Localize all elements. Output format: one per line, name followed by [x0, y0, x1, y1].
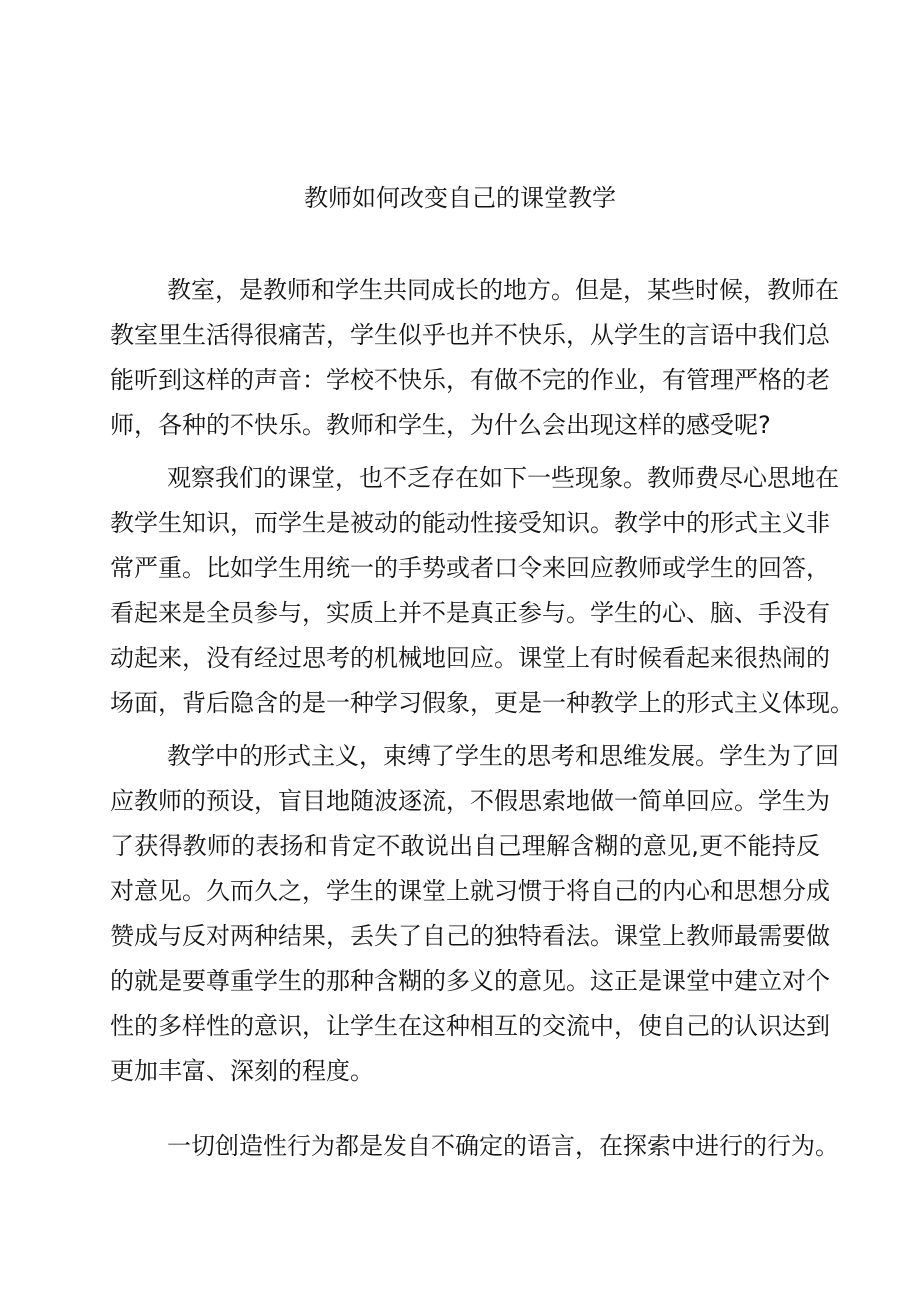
paragraph-line: 性的多样性的意识，让学生在这种相互的交流中，使自己的认识达到 [110, 1012, 830, 1040]
paragraph-line: 常严重。比如学生用统一的手势或者口令来回应教师或学生的回答， [110, 554, 830, 582]
document-body [110, 268, 854, 1169]
paragraph-line: 观察我们的课堂，也不乏存在如下一些现象。教师费尽心思地在 [167, 464, 839, 492]
paragraph-1 [110, 268, 839, 448]
paragraph-line: 看起来是全员参与，实质上并不是真正参与。学生的心、脑、手没有 [110, 599, 830, 627]
paragraph-line: 应教师的预设，盲目地随波逐流，不假思索地做一简单回应。学生为 [110, 787, 830, 815]
paragraph-line: 一切创造性行为都是发自不确定的语言，在探索中进行的行为。 [167, 1132, 839, 1160]
paragraph-line: 教室，是教师和学生共同成长的地方。但是，某些时候，教师在 [167, 276, 839, 304]
paragraph-line: 教学生知识，而学生是被动的能动性接受知识。教学中的形式主义非 [110, 509, 830, 537]
paragraph-line: 赞成与反对两种结果，丢失了自己的独特看法。课堂上教师最需要做 [110, 922, 830, 950]
paragraph-line: 更加丰富、深刻的程度。 [110, 1057, 374, 1085]
paragraph-3 [110, 734, 839, 1094]
paragraph-line: 对意见。久而久之，学生的课堂上就习惯于将自己的内心和思想分成 [110, 877, 830, 905]
paragraph-line: 场面，背后隐含的是一种学习假象，更是一种教学上的形式主义体现。 [110, 689, 854, 717]
paragraph-4 [110, 1124, 839, 1169]
paragraph-line: 教学中的形式主义，束缚了学生的思考和思维发展。学生为了回 [167, 742, 839, 770]
paragraph-line: 的就是要尊重学生的那种含糊的多义的意见。这正是课堂中建立对个 [110, 967, 830, 995]
paragraph-2 [110, 456, 854, 726]
paragraph-line: 教室里生活得很痛苦，学生似乎也并不快乐，从学生的言语中我们总 [110, 321, 830, 349]
paragraph-line: 了获得教师的表扬和肯定不敢说出自己理解含糊的意见,更不能持反 [110, 832, 820, 860]
paragraph-line: 师，各种的不快乐。教师和学生，为什么会出现这样的感受呢? [110, 411, 771, 439]
paragraph-line: 动起来，没有经过思考的机械地回应。课堂上有时候看起来很热闹的 [110, 644, 830, 672]
paragraph-line: 能听到这样的声音：学校不快乐，有做不完的作业，有管理严格的老 [110, 366, 830, 394]
document-title: 教师如何改变自己的课堂教学 [304, 184, 616, 212]
